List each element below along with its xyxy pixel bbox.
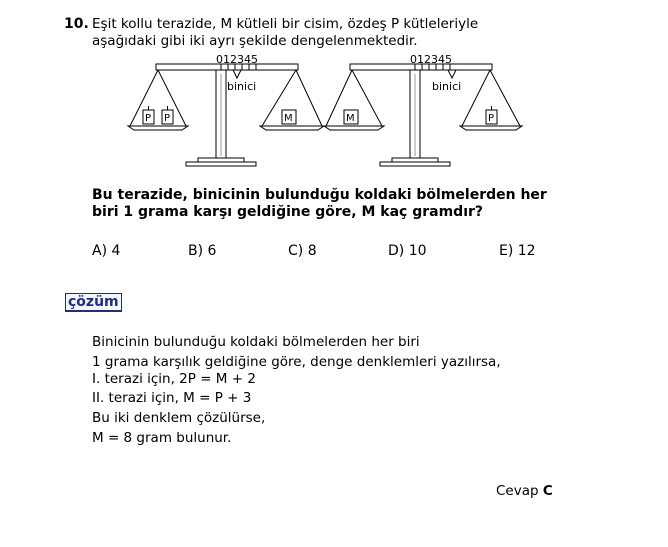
question-number: 10.: [64, 16, 89, 32]
answer-letter: C: [542, 483, 553, 499]
option-c[interactable]: C) 8: [288, 243, 317, 259]
question-line-1: Eşit kollu terazide, M kütleli bir cisim, özdeş P kütleleriyle: [92, 16, 479, 32]
rider-icon: [233, 70, 241, 78]
solution-line-6: M = 8 gram bulunur.: [92, 430, 232, 446]
solution-line-4: II. terazi için, M = P + 3: [92, 390, 252, 406]
question-line-2: aşağıdaki gibi iki ayrı şekilde dengelenmektedir.: [92, 33, 418, 49]
weight-p-left-1: P: [145, 113, 152, 124]
weight-p-left-2: P: [164, 113, 171, 124]
option-d[interactable]: D) 10: [388, 243, 427, 259]
rider-label-right: binici: [432, 80, 462, 93]
mass-m-left: M: [284, 113, 293, 124]
weight-p-right: P: [488, 113, 495, 124]
solution-line-2: 1 grama karşılık geldiğine göre, denge denklemleri yazılırsa,: [92, 354, 501, 370]
question-prompt-1: Bu terazide, binicinin bulunduğu koldaki bölmelerden her: [92, 187, 547, 203]
solution-line-1: Binicinin bulunduğu koldaki bölmelerden her biri: [92, 334, 420, 350]
option-e[interactable]: E) 12: [499, 243, 536, 259]
solution-line-5: Bu iki denklem çözülürse,: [92, 410, 266, 426]
question-prompt-2: biri 1 grama karşı geldiğine göre, M kaç gramdır?: [92, 204, 484, 220]
balance-scale-right: [324, 53, 522, 166]
rider-icon: [448, 70, 456, 78]
option-a[interactable]: A) 4: [92, 243, 121, 259]
mass-m-right: M: [346, 113, 355, 124]
scale-numbers-left: 012345: [216, 53, 258, 66]
answer: [496, 483, 553, 499]
solution-heading: çözüm: [65, 293, 122, 312]
rider-label-left: binici: [227, 80, 257, 93]
answer-prefix: Cevap: [496, 483, 539, 499]
balance-scale-left: [128, 53, 324, 166]
solution-line-3: I. terazi için, 2P = M + 2: [92, 371, 256, 387]
scale-numbers-right: 012345: [410, 53, 452, 66]
option-b[interactable]: B) 6: [188, 243, 217, 259]
